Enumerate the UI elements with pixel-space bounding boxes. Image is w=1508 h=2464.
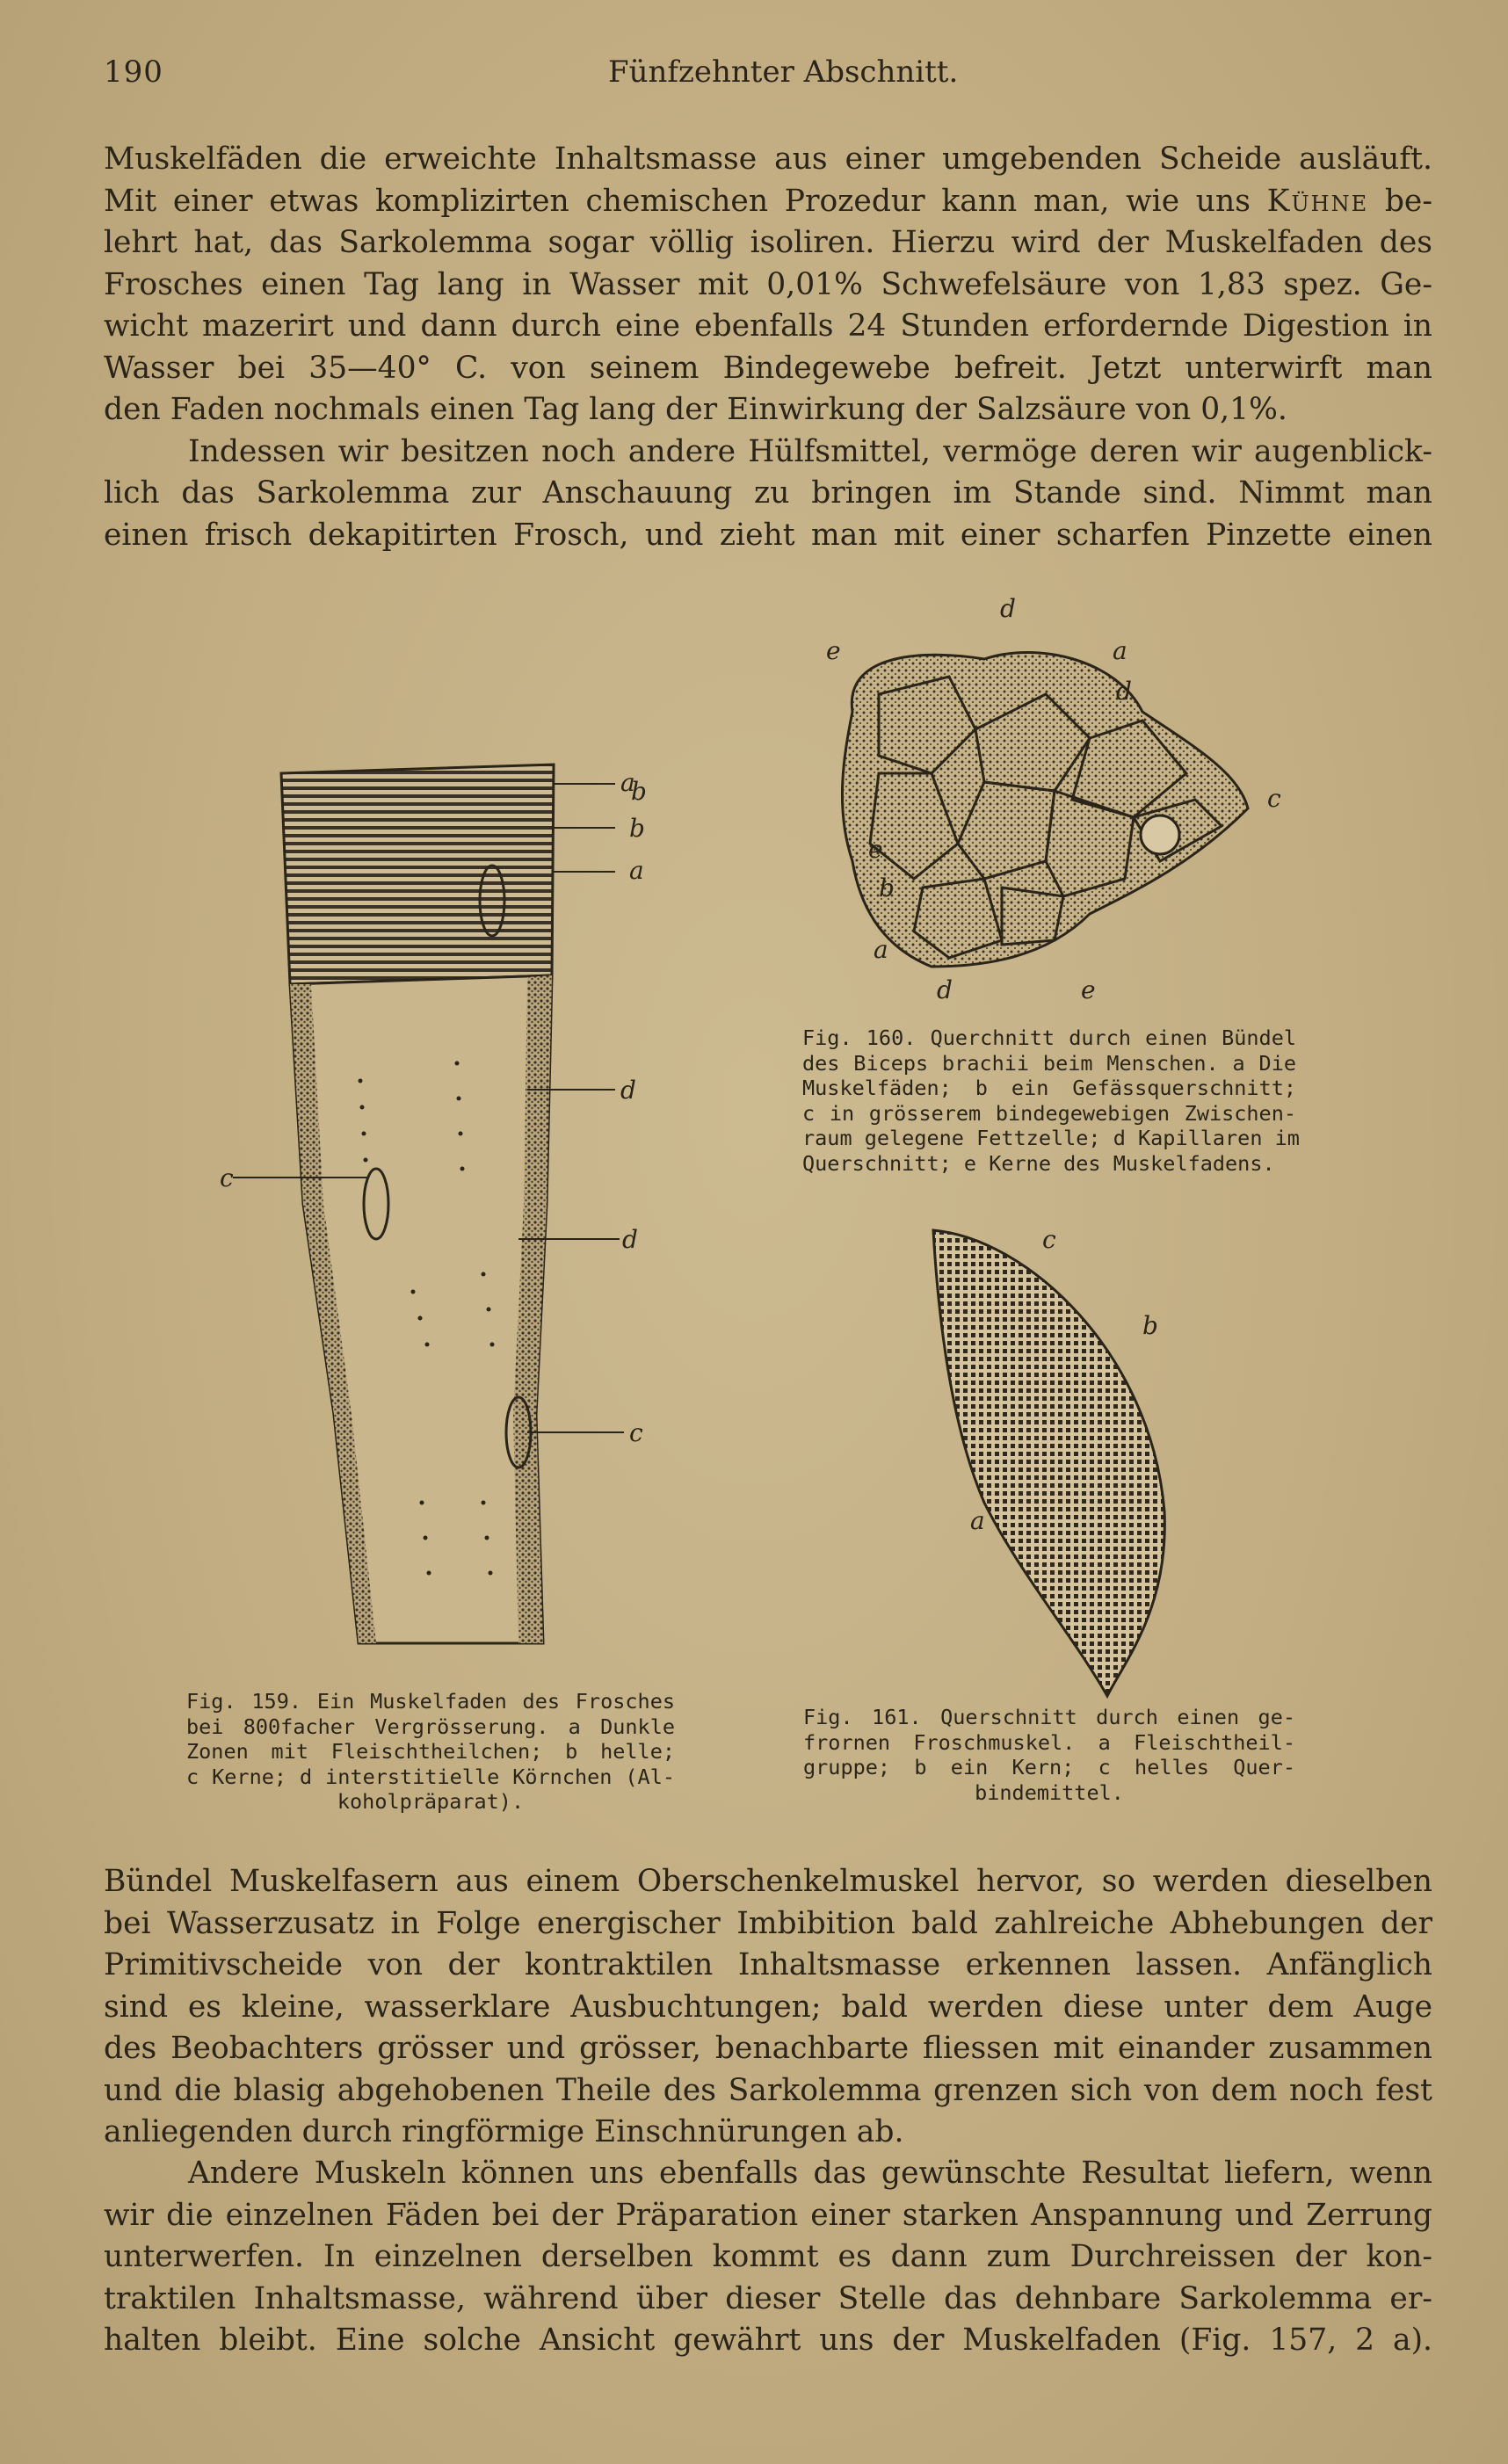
figure-159-muscle-fiber [220, 747, 677, 1661]
fig161-label-a: a [970, 1506, 985, 1535]
caption-line: bei 800facher Vergrösserung. a Dunkle [186, 1714, 675, 1739]
text-line: des Beobachters grösser und grösser, benachbarte fliessen mit einander zusammen [104, 2031, 1432, 2066]
fig159-label-a: a [620, 768, 635, 797]
caption-fig-160 [802, 1025, 1300, 1176]
caption-line: bindemittel. [975, 1779, 1124, 1805]
text-line: Primitivscheide von der kontraktilen Inhaltsmasse erkennen lassen. Anfänglich [104, 1947, 1432, 1982]
figure-160-cross-section [826, 594, 1301, 1004]
figure-161-frozen-section [923, 1221, 1186, 1696]
paragraph-top [104, 139, 1432, 556]
text-line: lich das Sarkolemma zur Anschauung zu bringen im Stande sind. Nimmt man [104, 475, 1432, 511]
text-line: unterwerfen. In einzelnen derselben kommt es dann zum Durchreissen der kon- [104, 2239, 1432, 2274]
caption-line: koholpräparat). [337, 1789, 525, 1814]
page-number: 190 [104, 54, 163, 90]
text-line: den Faden nochmals einen Tag lang der Einwirkung der Salzsäure von 0,1%. [104, 392, 1287, 427]
fig161-label-b: b [1142, 1311, 1158, 1340]
fiber-striated-band [281, 765, 554, 984]
fig160-label-a: a [874, 935, 888, 964]
fig160-label-e: e [826, 636, 841, 665]
text-line: sind es kleine, wasserklare Ausbuchtungen; bald werden diese unter dem Auge [104, 1989, 1432, 2025]
text-line: halten bleibt. Eine solche Ansicht gewährt uns der Muskelfaden (Fig. 157, 2 a). [104, 2323, 1432, 2358]
caption-line: Fig. 159. Ein Muskelfaden des Frosches [186, 1689, 675, 1714]
caption-fig-159 [186, 1689, 675, 1815]
caption-line: des Biceps brachii beim Menschen. a Die [802, 1050, 1296, 1076]
caption-line: c Kerne; d interstitielle Körnchen (Al- [186, 1764, 675, 1789]
paragraph-bottom-1 [104, 1861, 1432, 2154]
text-line: wicht mazerirt und dann durch eine ebenfalls 24 Stunden erfordernde Digestion in [104, 308, 1432, 344]
fig160-label-e: e [868, 835, 883, 864]
text-line: lehrt hat, das Sarkolemma sogar völlig isoliren. Hierzu wird der Muskelfaden des [104, 225, 1432, 260]
caption-line: Querschnitt; e Kerne des Muskelfadens. [802, 1150, 1275, 1176]
muscle-section-outline [933, 1230, 1164, 1696]
fig160-label-e: e [1081, 975, 1096, 1004]
bundle-outline [842, 653, 1248, 967]
text-line: Wasser bei 35—40° C. von seinem Bindegewebe befreit. Jetzt unterwirft man [104, 350, 1432, 386]
text-line: bei Wasserzusatz in Folge energischer Imbibition bald zahlreiche Abhebungen der [104, 1905, 1432, 1941]
text-line: Muskelfäden die erweichte Inhaltsmasse aus einer umgebenden Scheide ausläuft. [104, 141, 1432, 177]
text-line: einen frisch dekapitirten Frosch, und zieht man mit einer scharfen Pinzette einen [104, 517, 1432, 553]
text-line: traktilen Inhaltsmasse, während über dieser Stelle das dehnbare Sarkolemma er- [104, 2280, 1432, 2316]
text-line [104, 181, 1432, 223]
fig160-label-d: d [1116, 677, 1132, 706]
fig159-label-d: d [622, 1225, 638, 1254]
fig160-label-a: a [1113, 636, 1127, 665]
fig160-label-c: c [1267, 784, 1281, 813]
text-line: wir die einzelnen Fäden bei der Präparation einer starken Anspannung und Zerrung [104, 2197, 1432, 2233]
running-title: Fünfzehnter Abschnitt. [608, 54, 959, 90]
caption-line: Muskelfäden; b ein Gefässquerschnitt; [802, 1076, 1296, 1100]
fig160-label-b: b [879, 873, 895, 902]
fig159-label-d: d [620, 1076, 636, 1105]
caption-line: frornen Froschmuskel. a Fleischtheil- [803, 1729, 1295, 1755]
fig160-label-d: d [937, 975, 953, 1004]
caption-fig-161 [803, 1705, 1295, 1805]
text-line: und die blasig abgehobenen Theile des Sarkolemma grenzen sich von dem noch fest [104, 2072, 1432, 2108]
page-header [104, 54, 1431, 93]
fig159-label-c: c [220, 1163, 234, 1192]
paragraph-bottom-2 [104, 2153, 1432, 2362]
text-line: Indessen wir besitzen noch andere Hülfsmittel, vermöge deren wir augenblick- [188, 433, 1432, 469]
text-line: Bündel Muskelfasern aus einem Oberschenkelmuskel hervor, so werden dieselben [104, 1864, 1432, 1899]
caption-line: gruppe; b ein Kern; c helles Quer- [803, 1755, 1295, 1779]
fig161-label-c: c [1042, 1225, 1056, 1254]
text-line: Andere Muskeln können uns ebenfalls das gewünschte Resultat liefern, wenn [188, 2156, 1432, 2191]
text-line: anliegenden durch ringförmige Einschnürungen ab. [104, 2114, 904, 2149]
fig159-label-c: c [629, 1418, 643, 1447]
text-line: Frosches einen Tag lang in Wasser mit 0,01% Schwefelsäure von 1,83 spez. Ge- [104, 266, 1432, 302]
caption-line: c in grösserem bindegewebigen Zwischen- [802, 1100, 1296, 1126]
caption-line: raum gelegene Fettzelle; d Kapillaren im [802, 1126, 1300, 1150]
caption-line: Fig. 160. Querchnitt durch einen Bündel [802, 1025, 1296, 1050]
fig159-label-b: b [629, 814, 645, 843]
fig159-label-a: a [629, 856, 644, 885]
fig160-label-d: d [1000, 594, 1016, 623]
author-name: Kühne [1266, 183, 1369, 219]
fat-cell [1141, 815, 1179, 854]
fig159-label-b: b [631, 777, 647, 806]
caption-line: Fig. 161. Querschnitt durch einen ge- [803, 1705, 1295, 1729]
text-fragment: Mit einer etwas komplizirten chemischen Prozedur kann man, wie uns [104, 183, 1267, 219]
text-fragment: be- [1368, 183, 1432, 219]
caption-line: Zonen mit Fleischtheilchen; b helle; [186, 1739, 675, 1764]
